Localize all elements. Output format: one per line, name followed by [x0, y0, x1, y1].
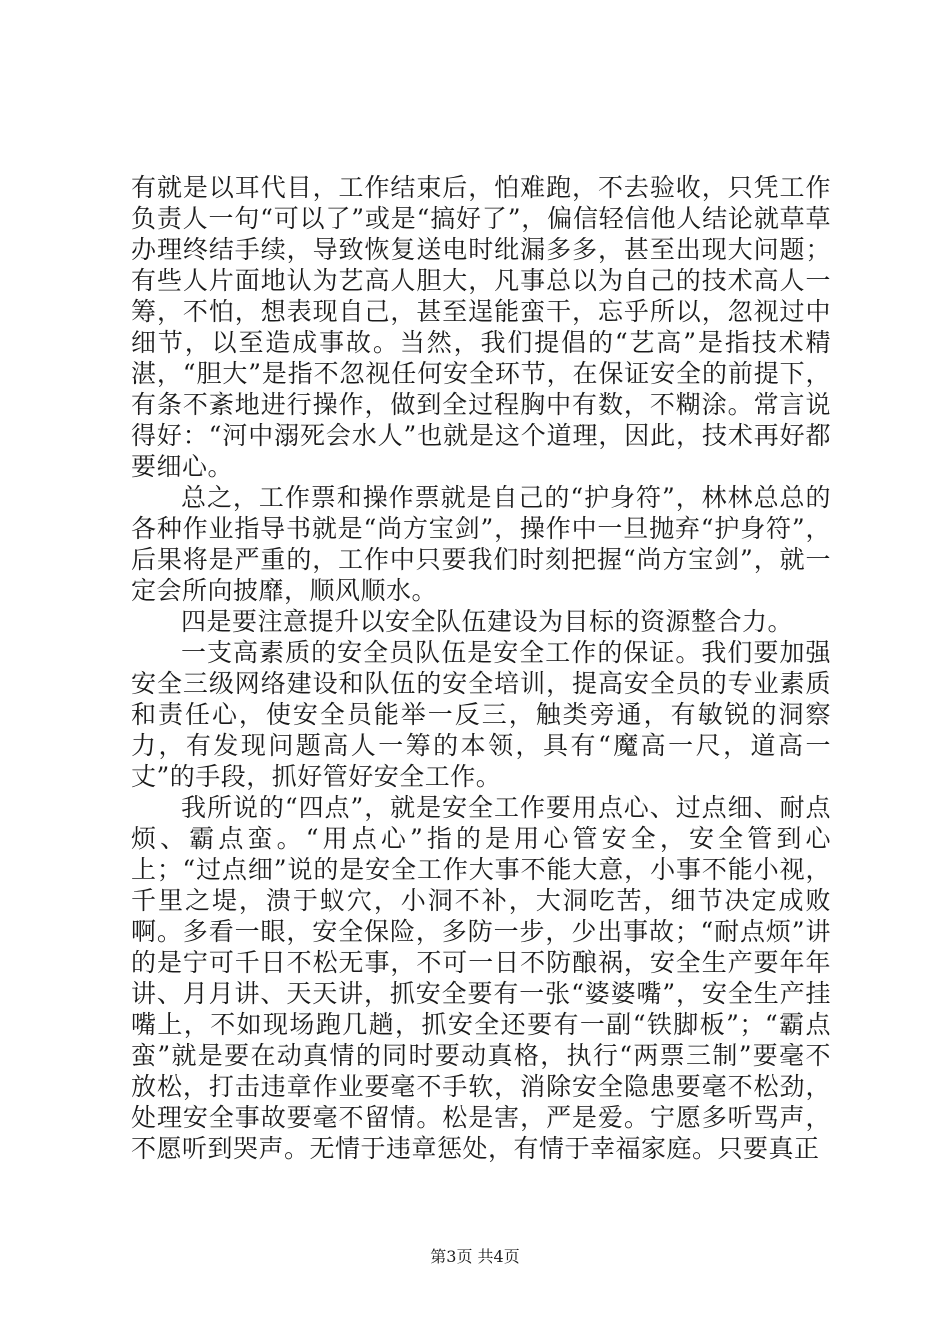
paragraph-team-building: 一支高素质的安全员队伍是安全工作的保证。我们要加强安全三级网络建设和队伍的安全培训，提高安全员的专业素质和责任心，使安全员能举一反三，触类旁通，有敏锐的洞察力，有发现问题高人一筹的本领，具有“魔高一尺，道高一丈”的手段，抓好管好安全工作。 [131, 638, 831, 791]
paragraph-summary: 总之，工作票和操作票就是自己的“护身符”，林林总总的各种作业指导书就是“尚方宝剑”，操作中一旦抛弃“护身符”，后果将是严重的，工作中只要我们时刻把握“尚方宝剑”，就一定会所向披靡，顺风顺水。 [131, 483, 831, 605]
paragraph-four-points: 我所说的“四点”，就是安全工作要用点心、过点细、耐点烦、霸点蛮。“用点心”指的是用心管安全，安全管到心上；“过点细”说的是安全工作大事不能大意，小事不能小视，千里之堤，溃于蚁穴，小洞不补，大洞吃苦，细节决定成败啊。多看一眼，安全保险，多防一步，少出事故；“耐点烦”讲的是宁可千日不松无事，不可一日不防酿祸，安全生产要年年讲、月月讲、天天讲，抓安全要有一张“婆婆嘴”，安全生产挂嘴上，不如现场跑几趟，抓安全还要有一副“铁脚板”；“霸点蛮”就是要在动真情的同时要动真格，执行“两票三制”要毫不放松，打击违章作业要毫不手软，消除安全隐患要毫不松劲，处理安全事故要毫不留情。松是害，严是爱。宁愿多听骂声，不愿听到哭声。无情于违章惩处，有情于幸福家庭。只要真正 [131, 793, 831, 1163]
paragraph-continuation: 有就是以耳代目，工作结束后，怕难跑，不去验收，只凭工作负责人一句“可以了”或是“搞好了”，偏信轻信他人结论就草草办理终结手续，导致恢复送电时纰漏多多，甚至出现大问题；有些人片面地认为艺高人胆大，凡事总以为自己的技术高人一筹，不怕，想表现自己，甚至逞能蛮干，忘乎所以，忽视过中细节，以至造成事故。当然，我们提倡的“艺高”是指技术精湛，“胆大”是指不忽视任何安全环节，在保证安全的前提下，有条不紊地进行操作，做到全过程胸中有数，不糊涂。常言说得好：“河中溺死会水人”也就是这个道理，因此，技术再好都要细心。 [131, 173, 831, 481]
paragraph-section-heading: 四是要注意提升以安全队伍建设为目标的资源整合力。 [181, 607, 794, 636]
page-footer: 第3页 共4页 [430, 1247, 520, 1266]
document-body [131, 172, 831, 1164]
